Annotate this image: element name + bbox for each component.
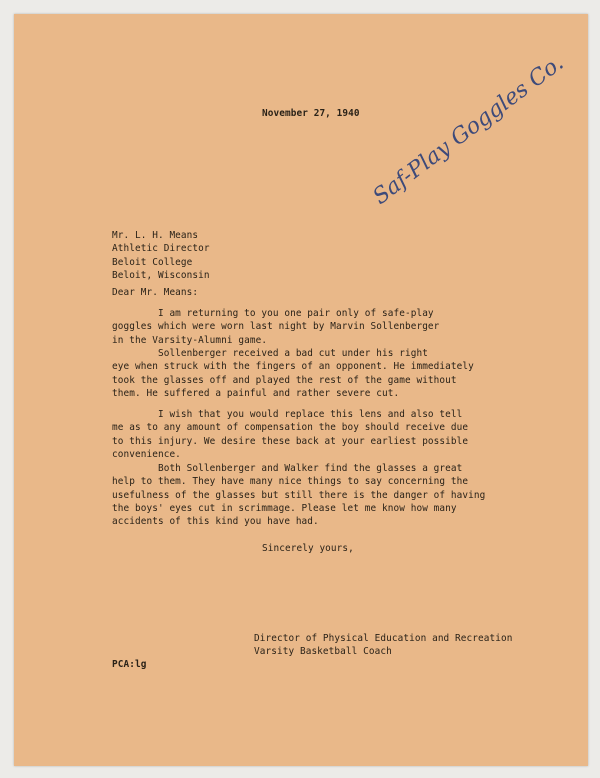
- paragraph-line: usefulness of the glasses but still there is the danger of having: [112, 489, 486, 501]
- paragraph-line: I wish that you would replace this lens and also tell: [112, 409, 463, 420]
- signature-block: [254, 632, 513, 659]
- paragraph-line: accidents of this kind you have had.: [112, 516, 319, 528]
- paragraph-line: me as to any amount of compensation the boy should receive due: [112, 422, 469, 434]
- recipient-line: Beloit College: [112, 256, 193, 268]
- paragraph-line: in the Varsity-Alumni game.: [112, 334, 268, 346]
- recipient-line: Athletic Director: [112, 243, 210, 255]
- reference-initials: PCA:lg: [112, 659, 147, 670]
- recipient-line: Mr. L. H. Means: [112, 230, 199, 241]
- paragraph-2: [112, 347, 474, 400]
- signature-line: Director of Physical Education and Recreation: [254, 633, 513, 644]
- paragraph-line: eye when struck with the fingers of an opponent. He immediately: [112, 361, 474, 373]
- paragraph-line: took the glasses off and played the rest of the game without: [112, 374, 457, 386]
- paragraph-1: [112, 307, 439, 347]
- signature-line: Varsity Basketball Coach: [254, 646, 392, 658]
- annotation-text: Saf-Play Goggles Co.: [368, 50, 569, 210]
- paragraph-line: Sollenberger received a bad cut under his right: [112, 348, 428, 359]
- paragraph-line: I am returning to you one pair only of safe-play: [112, 308, 434, 319]
- paragraph-line: to this injury. We desire these back at your earliest possible: [112, 435, 469, 447]
- salutation: Dear Mr. Means:: [112, 287, 199, 298]
- paragraph-4: [112, 462, 485, 528]
- paragraph-line: convenience.: [112, 448, 181, 460]
- paragraph-line: them. He suffered a painful and rather severe cut.: [112, 387, 400, 399]
- recipient-line: Beloit, Wisconsin: [112, 269, 210, 281]
- letter-date: November 27, 1940: [262, 108, 360, 119]
- paragraph-3: [112, 408, 468, 461]
- paragraph-line: help to them. They have many nice things to say concerning the: [112, 476, 469, 488]
- paragraph-line: goggles which were worn last night by Marvin Sollenberger: [112, 321, 440, 333]
- closing: Sincerely yours,: [262, 543, 354, 554]
- paragraph-line: the boys' eyes cut in scrimmage. Please let me know how many: [112, 502, 457, 514]
- paragraph-line: Both Sollenberger and Walker find the glasses a great: [112, 463, 463, 474]
- recipient-address: [112, 229, 210, 282]
